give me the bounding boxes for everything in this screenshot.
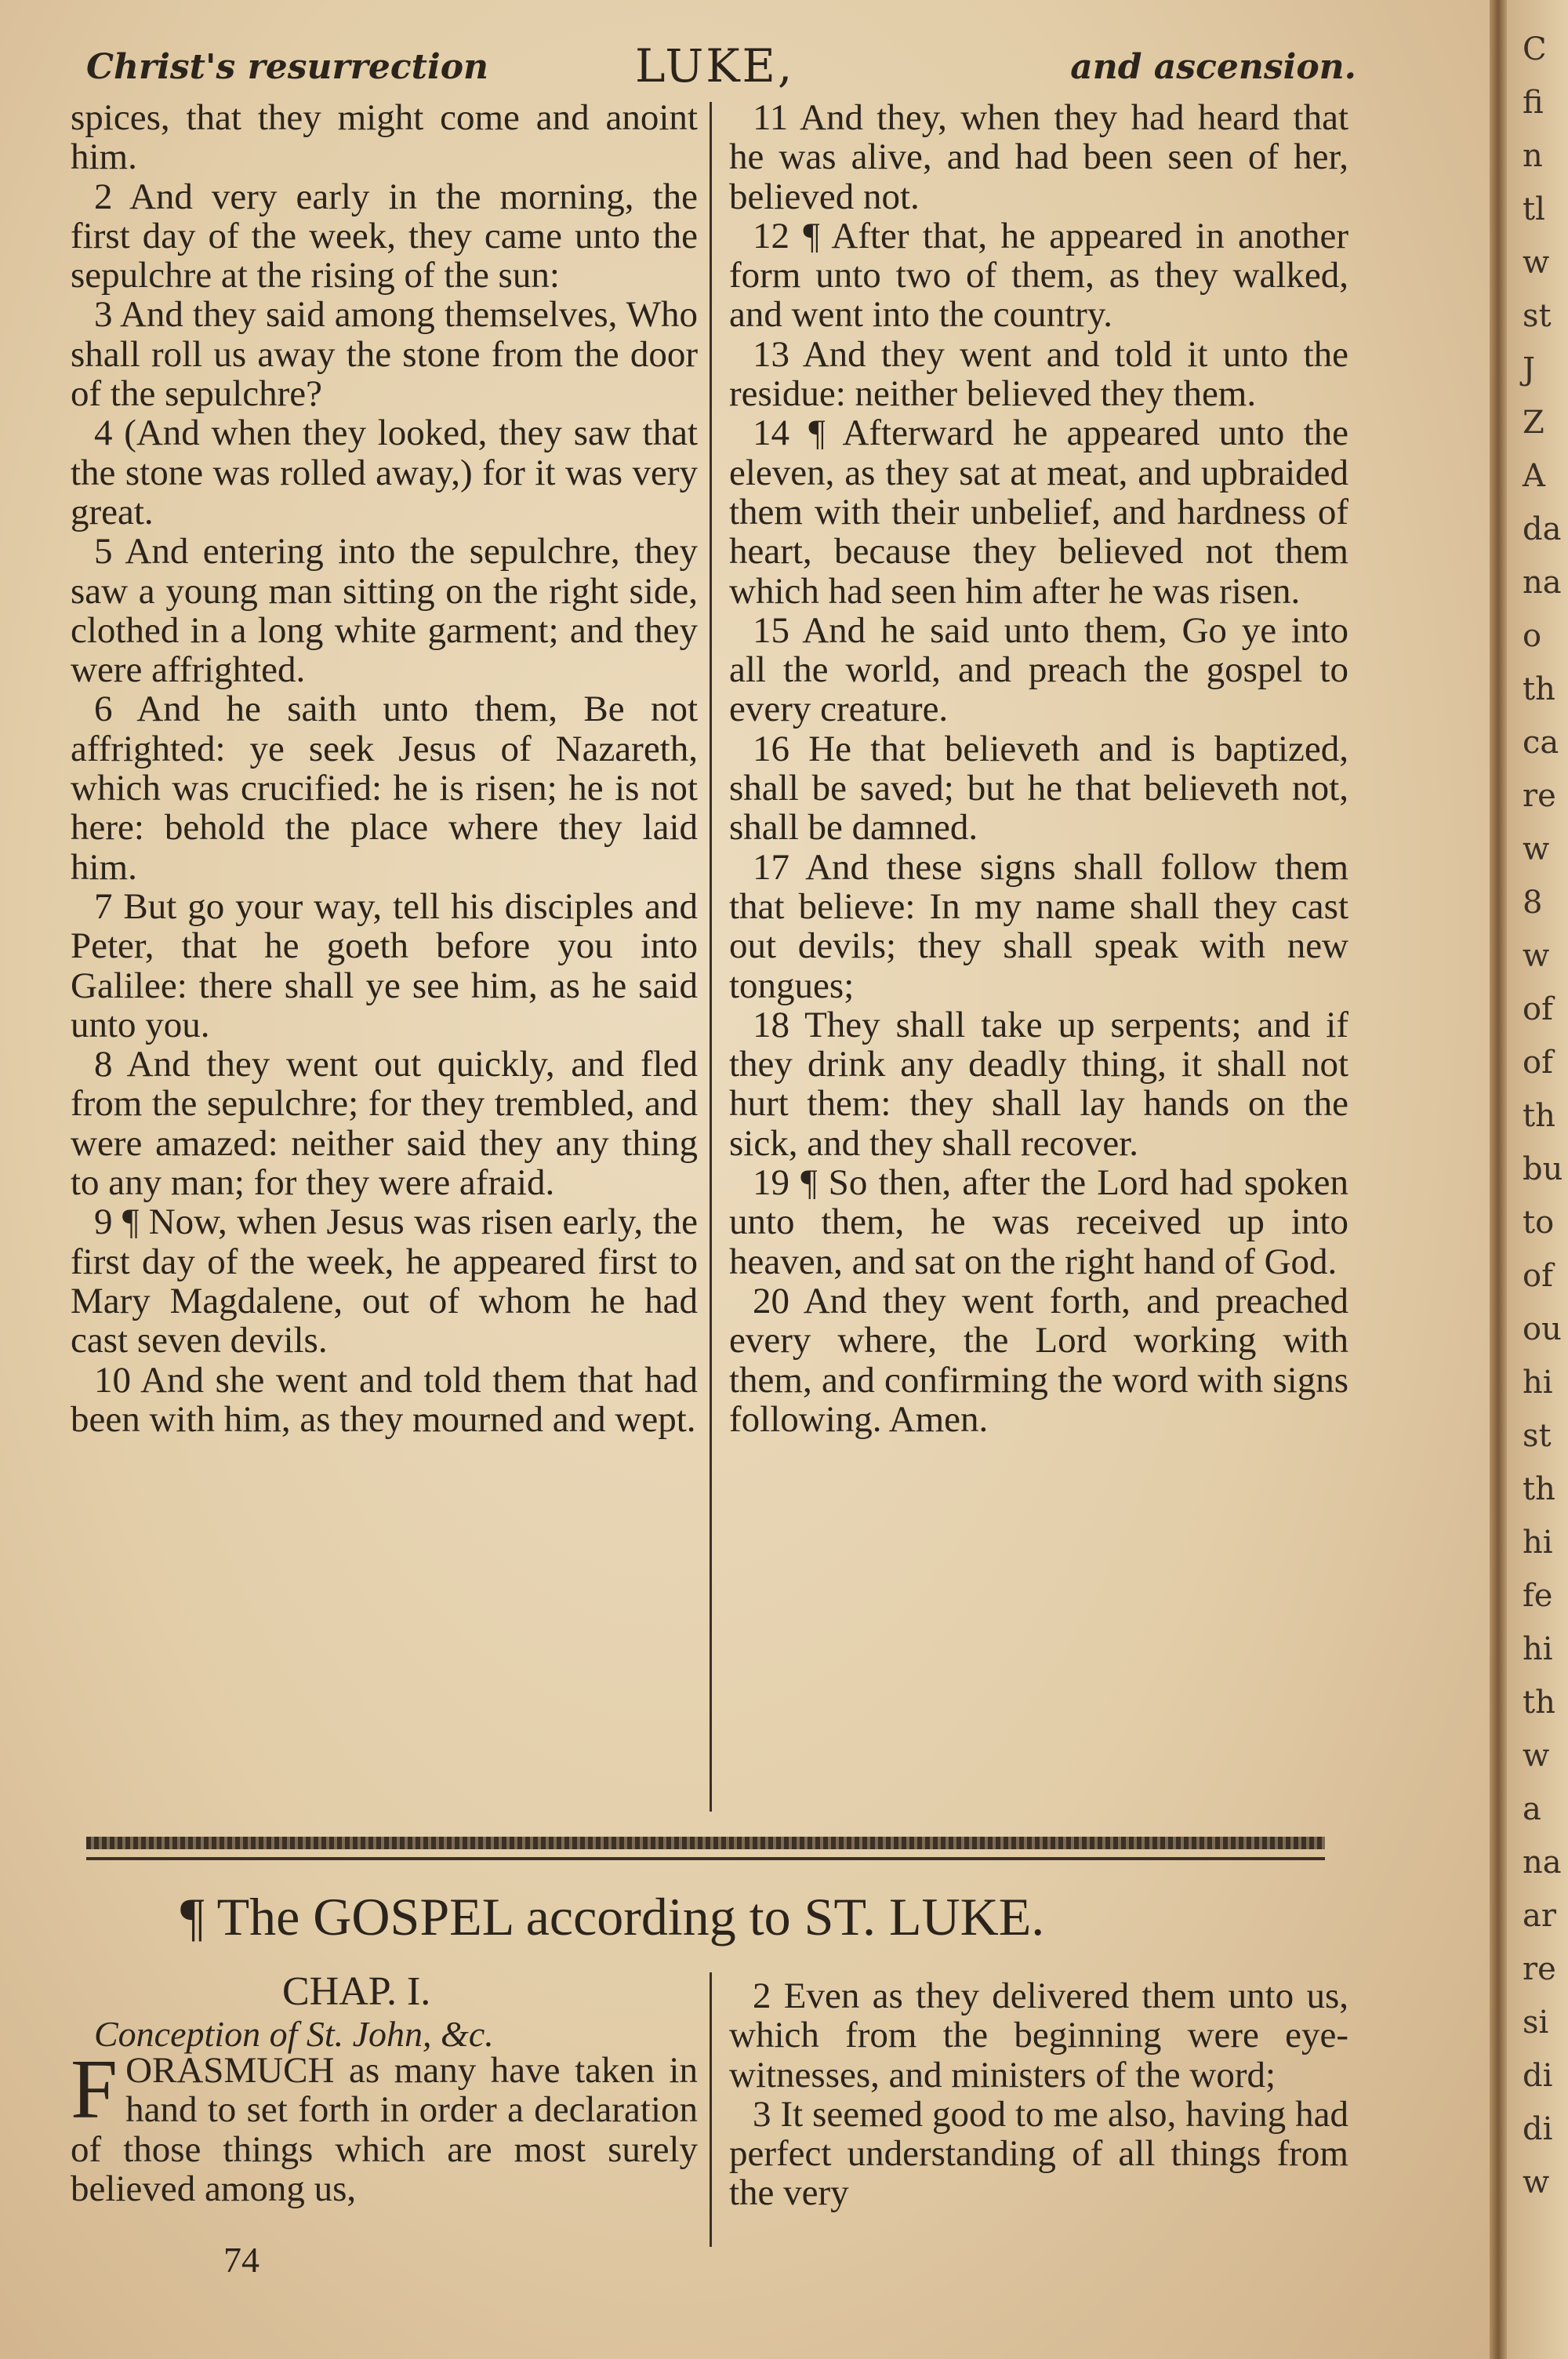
facing-page-fragment: of: [1523, 1258, 1553, 1294]
facing-page-fragment: st: [1523, 1418, 1552, 1454]
verse: 4 (And when they looked, they saw that the stone was rolled away,) for it was very great.: [71, 413, 698, 533]
verse: 8 And they went out quickly, and fled from the sepulchre; for they trembled, and were amazed: neither said they any thing to any man; for they were afraid.: [71, 1044, 698, 1204]
verse: spices, that they might come and anoint him.: [71, 97, 698, 178]
verse: 3 And they said among themselves, Who shall roll us away the stone from the door of the sepulchre?: [71, 294, 698, 415]
column-divider: [710, 102, 712, 1812]
drop-cap: F: [71, 2043, 118, 2136]
left-column: [71, 98, 698, 1439]
book-gutter: [1490, 0, 1507, 2359]
facing-page-fragment: fe: [1523, 1578, 1553, 1614]
verse: 10 And she went and told them that had been with him, as they mourned and wept.: [71, 1359, 698, 1440]
verse: [71, 2043, 698, 2209]
facing-page-fragment: ou: [1523, 1311, 1562, 1347]
facing-page-fragment: na: [1523, 1845, 1562, 1881]
facing-page-fragment: o: [1523, 618, 1542, 654]
facing-page-fragment: w: [1523, 938, 1550, 974]
verse: 2 And very early in the morning, the first day of the week, they came unto the sepulchre at the rising of the sun:: [71, 176, 698, 296]
facing-page-fragment: ar: [1523, 1898, 1556, 1934]
book-title: ¶ The GOSPEL according to ST. LUKE.: [180, 1887, 1045, 1946]
verse: 20 And they went forth, and preached every where, the Lord working with them, and confirming the word with signs following. Amen.: [729, 1280, 1348, 1440]
header-left: Christ's resurrection: [86, 47, 489, 87]
facing-page-fragment: w: [1523, 1738, 1550, 1774]
facing-page-fragment: hi: [1523, 1631, 1553, 1667]
verse: 17 And these signs shall follow them that believe: In my name shall they cast out devils; they shall speak with new tongues;: [729, 846, 1348, 1006]
verse: 2 Even as they delivered them unto us, which from the beginning were eye-witnesses, and ministers of the word;: [729, 1976, 1348, 2095]
verse: 9 ¶ Now, when Jesus was risen early, the first day of the week, he appeared first to Mary Magdalene, out of whom he had cast seven devils.: [71, 1201, 698, 1361]
verse: 14 ¶ Afterward he appeared unto the eleven, as they sat at meat, and upbraided them with their unbelief, and hardness of heart, because they believed not them which had seen him after he was risen.: [729, 413, 1348, 612]
verse: 3 It seemed good to me also, having had perfect understanding of all things from the very: [729, 2093, 1348, 2214]
facing-page-fragment: C: [1523, 31, 1547, 67]
bottom-left-column: [71, 2043, 698, 2209]
facing-page-fragment: A: [1523, 458, 1545, 494]
verse: 12 ¶ After that, he appeared in another form unto two of them, as they walked, and went into the country.: [729, 215, 1348, 336]
verse: 13 And they went and told it unto the residue: neither believed they them.: [729, 333, 1348, 415]
verse: 19 ¶ So then, after the Lord had spoken unto them, he was received up into heaven, and sat on the right hand of God.: [729, 1162, 1348, 1282]
verse: 18 They shall take up serpents; and if they drink any deadly thing, it shall not hurt them: they shall lay hands on the sick, and they shall recover.: [729, 1004, 1348, 1164]
verse: 7 But go your way, tell his disciples and Peter, that he goeth before you into Galilee: there shall ye see him, as he said unto you.: [71, 885, 698, 1045]
facing-page-fragment: da: [1523, 511, 1562, 547]
facing-page-fragment: 8: [1523, 885, 1543, 921]
facing-page-fragment: hi: [1523, 1365, 1553, 1401]
divider-line: [86, 1857, 1325, 1860]
ornamental-rule: [86, 1837, 1325, 1849]
facing-page-fragment: re: [1523, 778, 1556, 814]
running-header: [86, 39, 1356, 94]
verse: 11 And they, when they had heard that he was alive, and had been seen of her, believed not.: [729, 97, 1348, 217]
verse: 16 He that believeth and is baptized, shall be saved; but he that believeth not, shall be damned.: [729, 728, 1348, 849]
page-number: 74: [223, 2240, 260, 2280]
facing-page-edge: [1507, 0, 1568, 2359]
facing-page-fragment: th: [1523, 1098, 1555, 1134]
chapter-heading: CHAP. I.: [282, 1969, 431, 2014]
facing-page-fragment: w: [1523, 2165, 1550, 2201]
facing-page-fragment: th: [1523, 671, 1555, 707]
facing-page-fragment: hi: [1523, 1525, 1553, 1561]
verse-text: ORASMUCH as many have taken in hand to set forth in order a declaration of those things which are most surely believed among us,: [71, 2050, 698, 2209]
facing-page-fragment: di: [1523, 2111, 1553, 2147]
facing-page-fragment: bu: [1523, 1151, 1563, 1187]
facing-page-fragment: w: [1523, 831, 1550, 867]
facing-page-fragment: di: [1523, 2058, 1553, 2094]
facing-page-fragment: th: [1523, 1471, 1555, 1507]
facing-page-fragment: n: [1523, 138, 1543, 174]
verse: 5 And entering into the sepulchre, they saw a young man sitting on the right side, clothed in a long white garment; and they were affrighted.: [71, 531, 698, 691]
facing-page-fragment: ca: [1523, 725, 1559, 761]
facing-page-fragment: of: [1523, 991, 1553, 1027]
right-column: [729, 98, 1348, 1439]
verse: 15 And he said unto them, Go ye into all the world, and preach the gospel to every creature.: [729, 609, 1348, 730]
facing-page-fragment: w: [1523, 245, 1550, 281]
verse: 6 And he saith unto them, Be not affrighted: ye seek Jesus of Nazareth, which was crucified: he is risen; he is not here: behold the place where they laid him.: [71, 689, 698, 888]
facing-page-fragment: th: [1523, 1685, 1555, 1721]
header-right: and ascension.: [1070, 47, 1356, 87]
facing-page-fragment: J: [1523, 351, 1536, 387]
facing-page-fragment: to: [1523, 1205, 1555, 1241]
facing-page-fragment: of: [1523, 1045, 1553, 1081]
facing-page-fragment: fi: [1523, 85, 1544, 121]
chapter-summary: Conception of St. John, &c.: [94, 2014, 494, 2054]
bottom-right-column: [729, 1976, 1348, 2213]
header-book: LUKE,: [635, 39, 795, 93]
facing-page-fragment: tl: [1523, 191, 1545, 227]
facing-page-fragment: si: [1523, 2005, 1549, 2041]
facing-page-fragment: na: [1523, 565, 1562, 601]
facing-page-fragment: st: [1523, 298, 1552, 334]
column-divider-bottom: [710, 1972, 712, 2247]
facing-page-fragment: re: [1523, 1951, 1556, 1987]
facing-page-fragment: Z: [1523, 405, 1544, 441]
facing-page-fragment: a: [1523, 1791, 1541, 1827]
